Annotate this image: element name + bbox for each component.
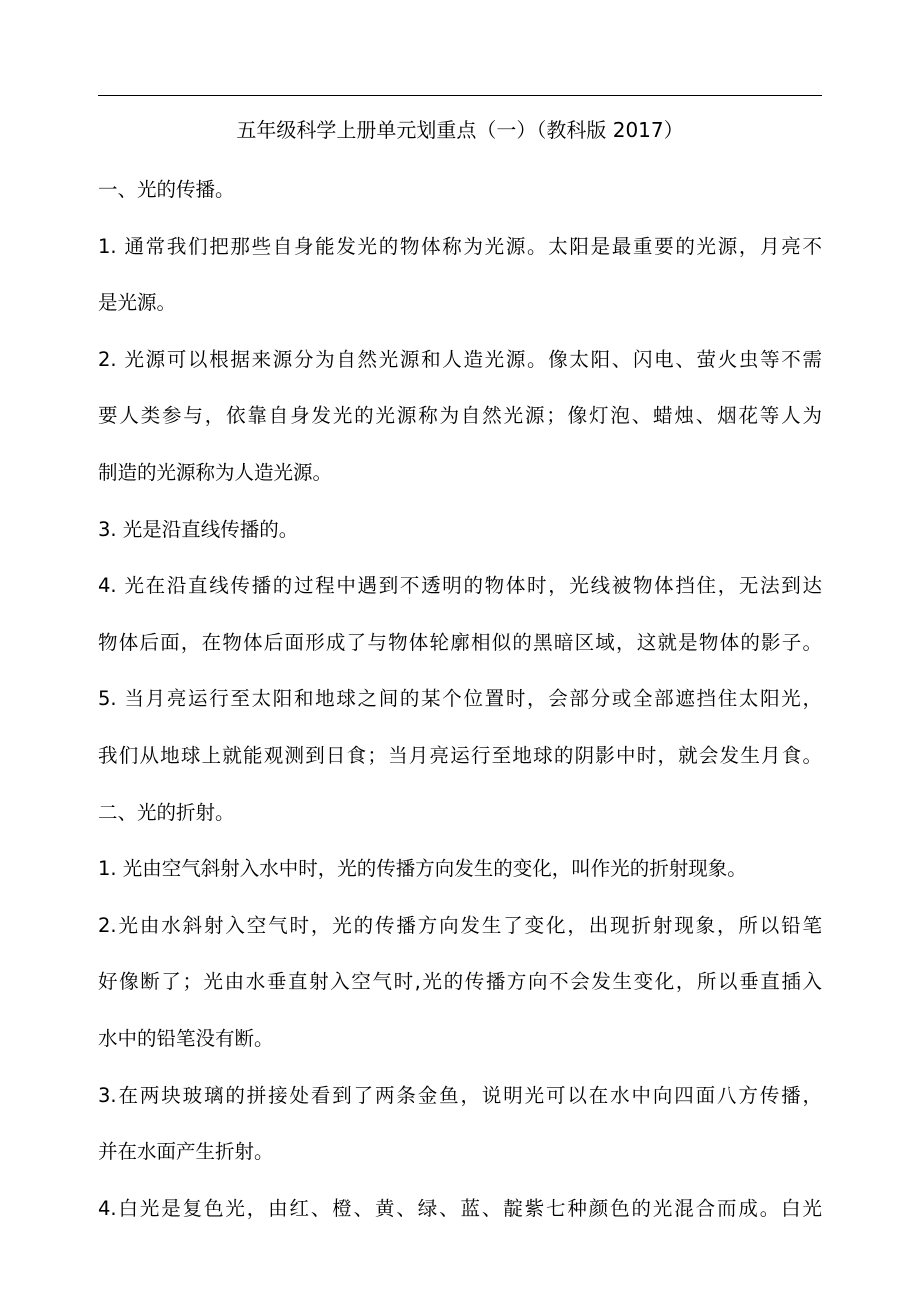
text-line: 3.在两块玻璃的拼接处看到了两条金鱼，说明光可以在水中向四面八方传播， — [98, 1083, 822, 1107]
text-line: 要人类参与，依靠自身发光的光源称为自然光源；像灯泡、蜡烛、烟花等人为 — [98, 404, 822, 428]
text-line: 1. 光由空气斜射入水中时，光的传播方向发生的变化，叫作光的折射现象。 — [98, 857, 747, 881]
text-line: 3. 光是沿直线传播的。 — [98, 517, 299, 541]
document-body — [98, 174, 822, 1249]
document-title: 五年级科学上册单元划重点（一）（教科版 2017） — [236, 118, 684, 142]
text-line: 好像断了；光由水垂直射入空气时,光的传播方向不会发生变化，所以垂直插入 — [98, 970, 822, 994]
text-line: 是光源。 — [98, 291, 177, 315]
text-line: 4.白光是复色光，由红、橙、黄、绿、蓝、靛紫七种颜色的光混合而成。白光 — [98, 1196, 822, 1220]
text-line: 二、光的折射。 — [98, 800, 235, 824]
text-line: 并在水面产生折射。 — [98, 1140, 274, 1164]
text-line: 我们从地球上就能观测到日食；当月亮运行至地球的阴影中时，就会发生月食。 — [98, 743, 822, 767]
text-line: 物体后面，在物体后面形成了与物体轮廓相似的黑暗区域，这就是物体的影子。 — [98, 630, 822, 654]
text-line: 制造的光源称为人造光源。 — [98, 460, 333, 484]
text-line: 一、光的传播。 — [98, 178, 235, 201]
text-line: 水中的铅笔没有断。 — [98, 1026, 274, 1050]
text-line: 5. 当月亮运行至太阳和地球之间的某个位置时，会部分或全部遮挡住太阳光， — [98, 687, 822, 711]
text-line: 4. 光在沿直线传播的过程中遇到不透明的物体时，光线被物体挡住，无法到达 — [98, 574, 822, 598]
text-line: 2. 光源可以根据来源分为自然光源和人造光源。像太阳、闪电、萤火虫等不需 — [98, 347, 822, 371]
text-line: 1. 通常我们把那些自身能发光的物体称为光源。太阳是最重要的光源，月亮不 — [98, 234, 822, 258]
text-line: 2.光由水斜射入空气时，光的传播方向发生了变化，出现折射现象，所以铅笔 — [98, 913, 822, 937]
header-rule — [98, 95, 822, 96]
